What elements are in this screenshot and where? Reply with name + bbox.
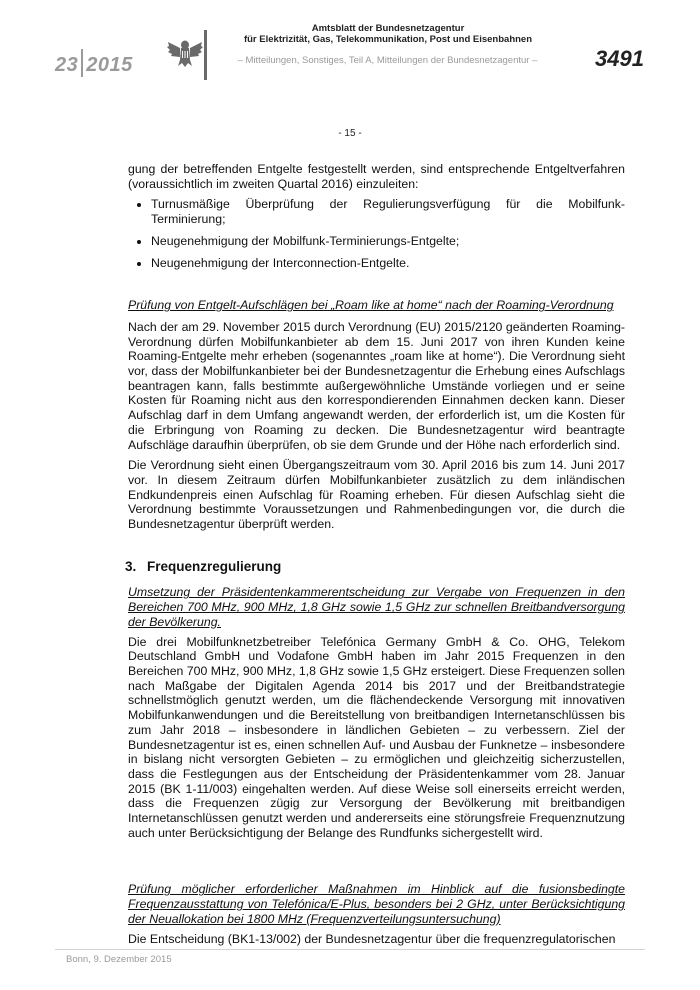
roaming-subheading: Prüfung von Entgelt-Aufschlägen bei „Roam like at home“ nach der Roaming-Verordnung (128, 298, 614, 313)
frequency-award-subheading: Umsetzung der Präsidentenkammerentscheidung zur Vergabe von Frequenzen in den Bereichen 700 MHz, 900 MHz, 1,8 GHz sowie 1,5 GHz zur schnellen Breitbandversorgung der Bevölkerung. (128, 585, 625, 629)
federal-eagle-icon (165, 30, 205, 70)
document-body (125, 162, 625, 952)
frequency-award-paragraph: Die drei Mobilfunknetzbetreiber Telefónica Germany GmbH & Co. OHG, Telekom Deutschland GmbH und Vodafone GmbH haben im Jahr 2015 Frequenzen in den Bereichen 700 MHz, 900 MHz, 1,8 GHz sowie 1,5 GHz ersteigert. Diese Frequenzen sollen nach Maßgabe der Digitalen Agenda 2014 bis 2017 und der Breitbandstrategie schnellstmöglich genutzt werden, um die flächendeckende Versorgung mit innovativen Mobilfunkanwendungen und die Bereitstellung von breitbandigen Internetanschlüssen bis zum Jahr 2018 – insbesondere in ländlichen Gebieten – zu verbessern. Ziel der Bundesnetzagentur ist es, einen schnellen Auf- und Ausbau der Funknetze – insbesondere in bislang nicht versorgten Gebieten – zu ermöglichen und gleichzeitig sicherzustellen, dass die Festlegungen aus der Entscheidung der Präsidentenkammer vom 28. Januar 2015 (BK 1-11/003) eingehalten werden. Auf diese Weise soll einerseits erreicht werden, dass die Frequenzen zügig zur Versorgung der Bevölkerung mit breitbandigen Internetanschlüssen genutzt werden und andererseits eine störungsfreie Frequenznutzung auch unter Berücksichtigung der Belange des Rundfunks sichergestellt wird. (128, 634, 625, 840)
issue-divider (81, 49, 83, 77)
list-item: • Turnusmäßige Überprüfung der Regulierungsverfügung für die Mobilfunk-Terminierung; (151, 197, 625, 226)
footer-divider (55, 949, 645, 950)
publication-subtitle: – Mitteilungen, Sonstiges, Teil A, Mitteilungen der Bundesnetzagentur – (237, 55, 538, 66)
section-number: 3. (125, 558, 137, 574)
intro-paragraph: gung der betreffenden Entgelte festgestellt werden, sind entsprechende Entgeltverfahren (voraussichtlich im zweiten Quartal 2016) einzuleiten: (128, 162, 625, 191)
section-spacer (128, 846, 625, 882)
procedure-list (128, 197, 625, 270)
issue-number: 23 (55, 54, 79, 76)
list-item: • Neugenehmigung der Interconnection-Entgelte. (151, 256, 625, 271)
roaming-paragraph-2: Die Verordnung sieht einen Übergangszeitraum vom 30. April 2016 bis zum 14. Juni 2017 vor. In diesem Zeitraum dürfen Mobilfunkanbieter zusätzlich zu dem inländischen Endkundenpreis einen Aufschlag für Roaming erheben. Für diesen Aufschlag sieht die Verordnung bestimmte Voraussetzungen und Rahmenbedingungen vor, die durch die Bundesnetzagentur überprüft werden. (128, 458, 625, 532)
inner-page-marker: - 15 - (338, 128, 362, 139)
footer-place-date: Bonn, 9. Dezember 2015 (66, 954, 172, 965)
merger-review-subheading: Prüfung möglicher erforderlicher Maßnahmen im Hinblick auf die fusionsbedingte Frequenzausstattung von Telefónica/E-Plus, besonders bei 2 GHz, unter Berücksichtigung der Neuallokation bei 1800 MHz (Frequenzverteilungsuntersuchung) (128, 882, 625, 926)
publication-title (212, 23, 564, 45)
issue-label (55, 49, 133, 77)
section-heading (125, 560, 625, 575)
publication-title-line2: für Elektrizität, Gas, Telekommunikation, Post und Eisenbahnen (243, 34, 533, 45)
list-item: • Neugenehmigung der Mobilfunk-Terminierungs-Entgelte; (151, 234, 625, 249)
publication-title-line1: Amtsblatt der Bundesnetzagentur (311, 23, 465, 34)
merger-review-paragraph: Die Entscheidung (BK1-13/002) der Bundesnetzagentur über die frequenzregulatorischen (128, 931, 616, 946)
issue-year: 2015 (86, 54, 133, 76)
section-title: Frequenzregulierung (147, 558, 282, 574)
page-number: 3491 (595, 46, 644, 71)
roaming-paragraph-1: Nach der am 29. November 2015 durch Verordnung (EU) 2015/2120 geänderten Roaming-Verordnung dürfen Mobilfunkanbieter ab dem 15. Juni 2017 von ihren Kunden keine Roaming-Entgelte mehr erheben (sogenanntes „roam like at home“). Die Verordnung sieht vor, dass der Mobilfunkanbieter bei der Bundesnetzagentur die Erhebung eines Aufschlags beantragen kann, falls bestimmte außergewöhnliche Umstände vorliegen und er seine Kosten für Roaming nicht aus den korrespondierenden Einnahmen decken kann. Dieser Aufschlag darf in dem Umfang angewandt werden, der erforderlich ist, um die Kosten für die Erbringung von Roaming zu decken. Die Bundesnetzagentur wird beantragte Aufschläge daraufhin überprüfen, ob sie dem Grunde und der Höhe nach erforderlich sind. (128, 319, 625, 452)
